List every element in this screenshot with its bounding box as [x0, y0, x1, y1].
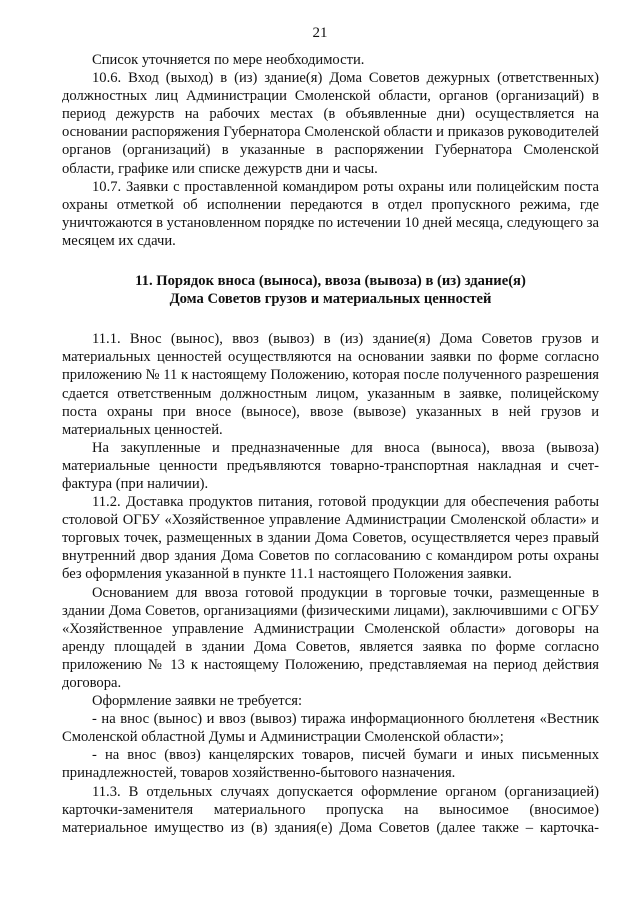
- paragraph-10-7: 10.7. Заявки с проставленной командиром роты охраны или полицейским поста охраны отметкой об исполнении передаются в отдел пропускного режима, где уничтожаются в установленном порядке по истечении 10 дней месяца, следующего за месяцем их сдачи.: [62, 178, 599, 249]
- document-body: [62, 51, 599, 837]
- section-11-heading: [62, 272, 599, 308]
- paragraph-11-3: 11.3. В отдельных случаях допускается оформление органом (организацией) карточки-заменителя материального пропуска на выносимое (вносимое) материальное имущество из (в) здания(е) Дома Советов (далее также – карточка-: [62, 783, 599, 836]
- paragraph-11-1: 11.1. Внос (вынос), ввоз (вывоз) в (из) здание(я) Дома Советов грузов и материальных ценностей осуществляются на основании заявки по форме согласно приложению № 11 к настоящему Положению, которая после полученного разрешения сдается ответственным должностным лицом, указанным в заявке, полицейскому поста охраны при вносе (выносе), ввозе (вывозе) указанных в ней грузов и материальных ценностей.: [62, 331, 599, 438]
- section-11-heading-line2: Дома Советов грузов и материальных ценностей: [169, 291, 492, 308]
- paragraph-11-2: 11.2. Доставка продуктов питания, готовой продукции для обеспечения работы столовой ОГБУ «Хозяйственное управление Администрации Смоленской области» и торговых точек, размещенных в здании Дома Советов, осуществляется через правый внутренний двор здания Дома Советов по согласованию с командиром роты охраны без оформления указанной в пункте 11.1 настоящего Положения заявки.: [62, 494, 599, 583]
- paragraph-list-note: Список уточняется по мере необходимости.: [92, 52, 365, 68]
- section-11-heading-line1: 11. Порядок вноса (выноса), ввоза (вывоза) в (из) здание(я): [135, 273, 526, 290]
- list-item-stationery: - на внос (ввоз) канцелярских товаров, писчей бумаги и иных письменных принадлежностей, товаров хозяйственно-бытового назначения.: [62, 747, 599, 782]
- paragraph-10-6: 10.6. Вход (выход) в (из) здание(я) Дома Советов дежурных (ответственных) должностных лиц Администрации Смоленской области, органов (организаций) в период дежурств на рабочих местах (в объявленные дни) осуществляется на основании распоряжения Губернатора Смоленской области и приказов руководителей органов (организаций) в указанные в распоряжении Губернатора Смоленской области, графике или списке дежурств дни и часы.: [62, 70, 599, 177]
- paragraph-retail-basis: Основанием для ввоза готовой продукции в торговые точки, размещенные в здании Дома Советов, организациями (физическими лицами), заключившими с ОГБУ «Хозяйственное управление Администрации Смоленской области» договоры на аренду площадей в здании Дома Советов, является заявка по форме согласно приложению № 13 к настоящему Положению, представляемая на период действия договора.: [62, 584, 599, 691]
- page-number: 21: [312, 25, 328, 41]
- list-item-bulletin: - на внос (вынос) и ввоз (вывоз) тиража информационного бюллетеня «Вестник Смоленской областной Думы и Администрации Смоленской области»;: [62, 711, 599, 746]
- paragraph-no-request-needed: Оформление заявки не требуется:: [92, 693, 303, 710]
- paragraph-invoice-note: На закупленные и предназначенные для вноса (выноса), ввоза (вывоза) материальные ценности предъявляются товарно-транспортная накладная и счет-фактура (при наличии).: [62, 439, 599, 492]
